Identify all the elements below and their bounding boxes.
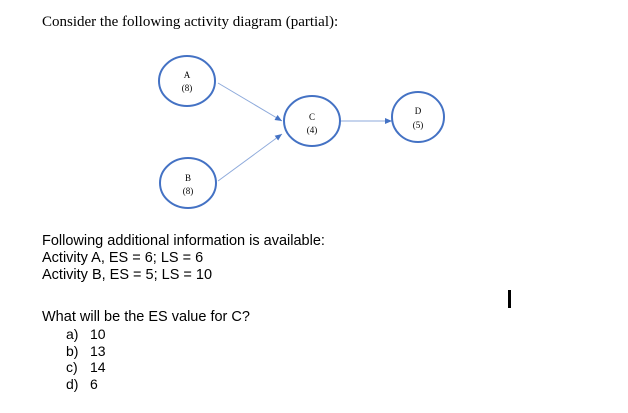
option-a-letter: a): [66, 326, 79, 342]
option-b-value: 13: [90, 342, 106, 359]
option-d-letter: d): [66, 375, 79, 392]
node-d-circle: [392, 92, 444, 142]
node-d-id: D: [414, 106, 422, 116]
node-a-id: A: [183, 70, 191, 80]
question-text: What will be the ES value for C?: [42, 309, 250, 325]
question-intro: Consider the following activity diagram (partial):: [42, 14, 339, 30]
node-c-id: C: [308, 112, 316, 122]
answer-options: [66, 326, 106, 392]
option-b-letter: b): [66, 342, 79, 359]
option-c-value: 14: [90, 359, 106, 375]
option-d[interactable]: [66, 376, 106, 393]
option-b[interactable]: [66, 343, 106, 360]
node-d: [392, 92, 444, 142]
option-c[interactable]: [66, 359, 106, 376]
node-a: [159, 56, 215, 106]
node-d-duration: (5): [412, 120, 424, 130]
node-b-circle: [160, 158, 216, 208]
node-b-duration: (8): [182, 186, 194, 196]
node-a-circle: [159, 56, 215, 106]
option-a-value: 10: [90, 326, 106, 342]
node-b-id: B: [184, 173, 192, 183]
text-cursor-icon: [508, 290, 511, 308]
node-a-duration: (8): [181, 83, 193, 93]
node-c-duration: (4): [306, 125, 318, 135]
node-c: [284, 96, 340, 146]
option-d-value: 6: [90, 375, 98, 392]
info-activity-a: Activity A, ES = 6; LS = 6: [42, 250, 204, 266]
edge-a-to-c: [218, 83, 282, 121]
node-b: [160, 158, 216, 208]
option-c-letter: c): [66, 359, 78, 375]
edge-b-to-c: [218, 134, 282, 181]
info-heading: Following additional information is available:: [42, 233, 325, 249]
option-a[interactable]: [66, 326, 106, 343]
info-activity-b: Activity B, ES = 5; LS = 10: [42, 267, 213, 283]
additional-info: [42, 233, 325, 284]
